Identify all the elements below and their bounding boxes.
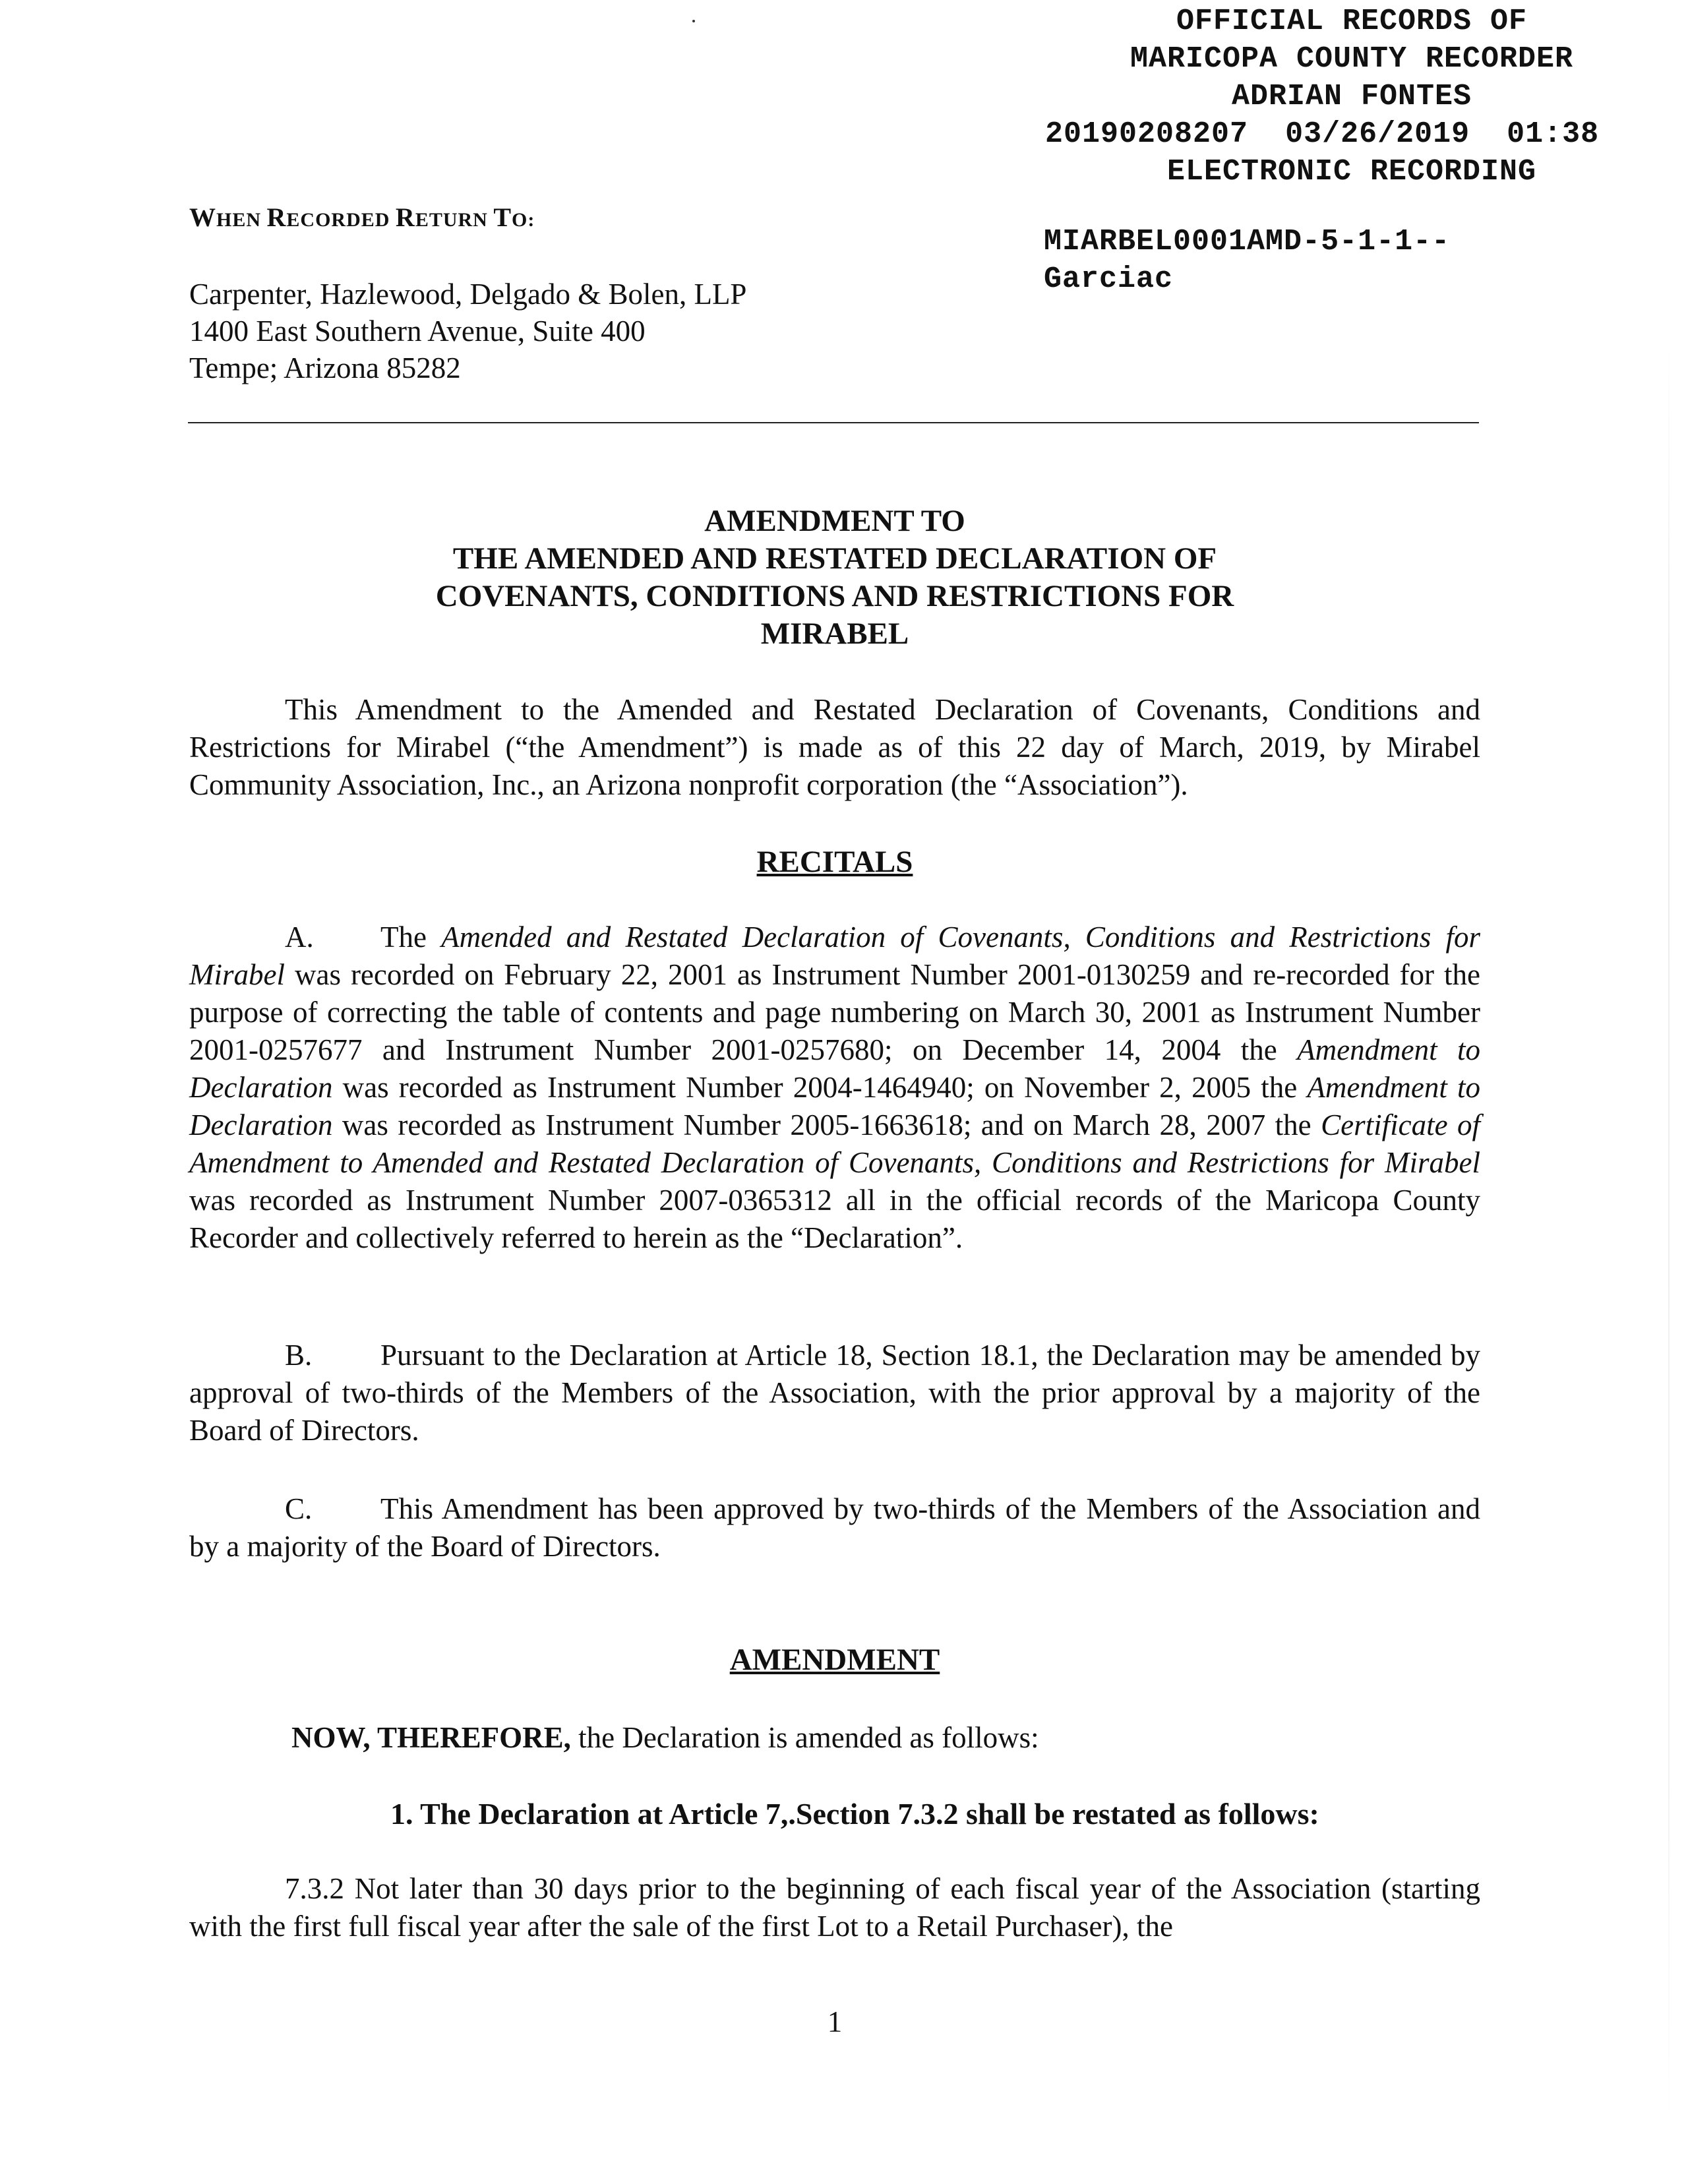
return-heading-cap: W: [189, 202, 216, 232]
recital-b-text: Pursuant to the Declaration at Article 18, Section 18.1, the Declaration may be amended by approval of two-thirds of the Members of the Association, with the prior approval by a majority of the Board of Directors.: [189, 1339, 1480, 1447]
recorder-stamp: [1029, 3, 1675, 191]
stamp-line-2: MARICOPA COUNTY RECORDER: [1130, 42, 1574, 76]
document-id-line-1: MIARBEL0001AMD-5-1-1--: [1044, 225, 1451, 258]
now-therefore-bold: NOW, THEREFORE,: [291, 1721, 571, 1754]
page-number: 1: [827, 2005, 843, 2038]
return-heading-smallcaps: ETURN: [415, 209, 494, 231]
return-heading-smallcaps: HEN: [216, 209, 267, 231]
return-heading-smallcaps: ECORDED: [286, 209, 396, 231]
recording-date: 03/26/2019: [1285, 117, 1470, 151]
title-line-3: COVENANTS, CONDITIONS AND RESTRICTIONS FOR: [435, 579, 1234, 613]
address-firm: Carpenter, Hazlewood, Delgado & Bolen, LLP: [189, 278, 747, 311]
return-address: [189, 276, 746, 386]
recording-number: 20190208207: [1045, 117, 1249, 151]
return-to-heading: [189, 202, 535, 233]
recital-a-text: was recorded as Instrument Number 2005-1663618; and on March 28, 2007 the: [332, 1108, 1321, 1141]
recital-a: [189, 919, 1480, 1257]
amendment-item-1: 1. The Declaration at Article 7,.Section 7.3.2 shall be restated as follows:: [390, 1797, 1319, 1831]
return-heading-smallcaps: O:: [512, 209, 535, 231]
now-therefore-paragraph: [189, 1719, 1480, 1757]
title-line-1: AMENDMENT TO: [704, 504, 965, 538]
recital-a-text: was recorded as Instrument Number 2007-0365312 all in the official records of the Maricopa County Recorder and collectively referred to herein as the “Declaration”.: [189, 1184, 1480, 1254]
stamp-line-3: ADRIAN FONTES: [1231, 80, 1472, 113]
stamp-line-1: OFFICIAL RECORDS OF: [1176, 5, 1528, 38]
now-therefore-text: the Declaration is amended as follows:: [570, 1721, 1039, 1754]
address-city: Tempe; Arizona 85282: [189, 351, 461, 384]
recording-time: 01:38: [1507, 117, 1600, 151]
recital-c: [189, 1490, 1480, 1565]
recital-a-text: The: [380, 921, 442, 954]
recitals-heading: RECITALS: [756, 845, 913, 879]
amendment-heading: AMENDMENT: [729, 1643, 940, 1677]
recital-a-italic: Certificate of Amendment to Amended and Restated Declaration of Covenants, Conditions and Restrictions for Mirabel: [189, 1108, 1480, 1179]
recital-b: [189, 1337, 1480, 1449]
return-heading-cap: R: [395, 202, 415, 232]
recital-a-italic: Amendment to Declaration: [189, 1033, 1480, 1104]
scan-edge: [1668, 343, 1670, 2123]
scan-speck: [692, 20, 695, 22]
recital-b-label: B.: [285, 1339, 313, 1372]
section-7-3-2: 7.3.2 Not later than 30 days prior to the beginning of each fiscal year of the Association (starting with the first full fiscal year after the sale of the first Lot to a Retail Purchaser), the: [189, 1872, 1480, 1943]
recital-a-text: was recorded as Instrument Number 2004-1464940; on November 2, 2005 the: [332, 1071, 1308, 1104]
document-id-line-2: Garciac: [1044, 262, 1174, 296]
stamp-recording-line: [1029, 115, 1675, 153]
document-id: [1044, 223, 1450, 298]
document-title: [189, 502, 1480, 653]
address-street: 1400 East Southern Avenue, Suite 400: [189, 315, 646, 348]
return-heading-cap: T: [493, 202, 512, 232]
recital-a-italic: Amendment to Declaration: [189, 1071, 1480, 1141]
recital-c-text: This Amendment has been approved by two-thirds of the Members of the Association and by a majority of the Board of Directors.: [189, 1492, 1480, 1563]
title-line-4: MIRABEL: [760, 617, 909, 651]
return-heading-cap: R: [266, 202, 287, 232]
recital-a-label: A.: [285, 921, 314, 954]
intro-paragraph: This Amendment to the Amended and Restated Declaration of Covenants, Conditions and Restrictions for Mirabel (“the Amendment”) is made as of this 22 day of March, 2019, by Mirabel Community Association, Inc., an Arizona nonprofit corporation (the “Association”).: [189, 693, 1480, 801]
recital-c-label: C.: [285, 1492, 313, 1525]
recital-a-text: was recorded on February 22, 2001 as Instrument Number 2001-0130259 and re-recorded for the purpose of correcting the table of contents and page numbering on March 30, 2001 as Instrument Number 2001-0257677 and Instrument Number 2001-0257680; on December 14, 2004 the: [189, 958, 1480, 1066]
stamp-line-5: ELECTRONIC RECORDING: [1166, 155, 1537, 189]
title-line-2: THE AMENDED AND RESTATED DECLARATION OF: [452, 541, 1217, 576]
header-divider: [188, 422, 1479, 423]
recital-a-italic: Amended and Restated Declaration of Covenants, Conditions and Restrictions for Mirabel: [189, 921, 1480, 991]
